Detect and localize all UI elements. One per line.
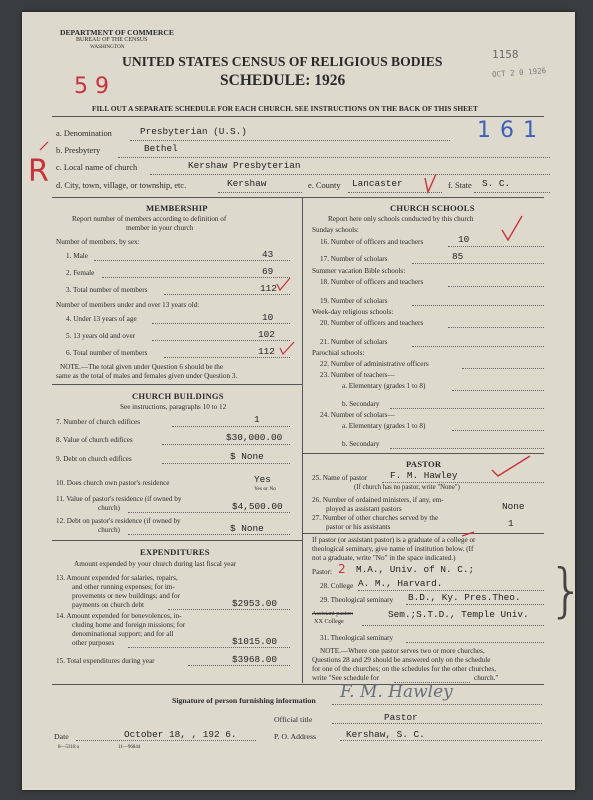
q5-over13-value: 102 [258, 329, 275, 340]
membership-note-1: NOTE.—The total given under Question 6 should be the [60, 363, 224, 371]
q1-male-label: 1. Male [66, 252, 88, 260]
q27-label-1: 27. Number of other churches served by the [312, 514, 439, 522]
q14-label-1: 14. Amount expended for benevolences, in- [56, 612, 182, 620]
q14-label-4: other purposes [72, 639, 115, 647]
sex-subheading: Number of members, by sex: [56, 238, 140, 246]
q28-label: 28. College [320, 582, 354, 590]
church-buildings-title: CHURCH BUILDINGS [132, 391, 224, 401]
assistant-pastor-label: Assistant pastor: [312, 610, 354, 617]
q11-value: $4,500.00 [232, 501, 283, 512]
red-handwritten-r: R [28, 154, 49, 189]
pastor-note-5: church." [474, 674, 499, 682]
q21-label: 21. Number of scholars [320, 338, 388, 346]
xx-college-label: XX College [314, 618, 344, 625]
q13-label-4: payments on church debt [72, 601, 145, 609]
presbytery-label: b. Presbytery [56, 146, 101, 155]
q13-label-1: 13. Amount expended for salaries, repairs, [56, 574, 178, 582]
q25-value: F. M. Hawley [390, 470, 458, 481]
sunday-subheading: Sunday schools: [312, 226, 359, 234]
q10-hint: Yes or No [254, 486, 277, 492]
q11-label-2: church) [98, 504, 120, 512]
church-buildings-sub: See instructions, paragraphs 10 to 12 [120, 403, 227, 411]
schools-intro: Report here only schools conducted by this church [328, 215, 474, 223]
q10-value: Yes [254, 474, 271, 485]
q27-label-2: pastor or his assistants [326, 523, 391, 531]
city-label: d. City, town, village, or township, etc. [56, 181, 187, 190]
q26-label-1: 26. Number of ordained ministers, if any, em- [312, 496, 444, 504]
census-form-sheet [22, 12, 585, 790]
denomination-label: a. Denomination [56, 129, 112, 138]
q16-label: 16. Number of officers and teachers [320, 238, 424, 246]
q12-value: $ None [230, 523, 264, 534]
q19-label: 19. Number of scholars [320, 297, 388, 305]
red-pastor-mark: 2 [338, 562, 346, 576]
college-value-1: M.A., Univ. of N. C.; [356, 564, 475, 575]
separate-schedule-instruction: FILL OUT A SEPARATE SCHEDULE FOR EACH CHURCH. SEE INSTRUCTIONS ON THE BACK OF THIS SHEET [92, 104, 478, 113]
q3-total-label: 3. Total number of members [66, 286, 148, 294]
q23a-label: a. Elementary (grades 1 to 8) [342, 382, 426, 390]
q16-value: 10 [458, 234, 470, 245]
po-address-value: Kershaw, S. C. [346, 729, 425, 740]
q24-label: 24. Number of scholars— [320, 411, 395, 419]
pastor-label: Pastor: [312, 568, 332, 576]
q23-label: 23. Number of teachers— [320, 371, 395, 379]
q1-male-value: 43 [262, 249, 274, 260]
q8-label: 8. Value of church edifices [56, 436, 133, 444]
q13-value: $2953.00 [232, 598, 278, 609]
official-title-label: Official title [274, 715, 313, 724]
church-schools-title: CHURCH SCHOOLS [390, 203, 475, 213]
q13-label-3: provements or new buildings; and for [72, 592, 180, 600]
received-date-stamp: OCT 2 0 1926 [491, 66, 547, 79]
q29-label: 29. Theological seminary [320, 596, 394, 604]
q15-value: $3968.00 [232, 654, 278, 665]
city-heading: WASHINGTON [90, 44, 125, 50]
weekday-subheading: Week-day religious schools: [312, 308, 394, 316]
expenditures-title: EXPENDITURES [140, 547, 210, 557]
q22-label: 22. Number of administrative officers [320, 360, 429, 368]
q6-total-label: 6. Total number of members [66, 349, 148, 357]
q2-female-value: 69 [262, 266, 274, 277]
q24a-label: a. Elementary (grades 1 to 8) [342, 422, 426, 430]
seminary-value-1: B.D., Ky. Pres.Theo. [408, 592, 521, 603]
pastor-note-2: Questions 28 and 29 should be answered only on the schedule [312, 656, 491, 664]
q10-label: 10. Does church own pastor's residence [56, 479, 170, 487]
graduate-note-3: not a graduate, write "No" in the space indicated.) [312, 554, 456, 562]
q9-label: 9. Debt on church edifices [56, 455, 132, 463]
blue-handwritten-number: 1 6 1 [477, 118, 538, 143]
graduate-note-1: If pastor (or assistant pastor) is a graduate of a college or [312, 536, 476, 544]
dept-heading: DEPARTMENT OF COMMERCE [60, 28, 174, 37]
q13-label-2: and other running expenses; for im- [72, 583, 175, 591]
bracket-mark: } [548, 556, 585, 624]
q14-label-3: denominational support; and for all [72, 630, 174, 638]
city-value: Kershaw [227, 178, 267, 189]
age-subheading: Number of members under and over 13 years old: [56, 301, 200, 309]
q25-hint: (If church has no pastor, write "None") [354, 484, 460, 491]
graduate-note-2: theological seminary, give name of institution below. (If [312, 545, 474, 553]
presbytery-value: Bethel [144, 143, 178, 154]
q6-total-value: 112 [258, 346, 275, 357]
q14-value: $1015.00 [232, 636, 278, 647]
q31-label: 31. Theological seminary [320, 634, 394, 642]
county-value: Lancaster [352, 178, 403, 189]
q12-label-2: church) [98, 526, 120, 534]
signature-label: Signature of person furnishing information [172, 696, 316, 705]
po-address-label: P. O. Address [274, 732, 317, 741]
q7-value: 1 [254, 414, 260, 425]
membership-title: MEMBERSHIP [146, 203, 208, 213]
q23b-label: b. Secondary [342, 400, 380, 408]
q15-label: 15. Total expenditures during year [56, 657, 155, 665]
state-label: f. State [448, 181, 472, 190]
red-ink-checkmarks [22, 12, 575, 790]
q4-under13-value: 10 [262, 312, 274, 323]
q17-label: 17. Number of scholars [320, 255, 388, 263]
pastor-title: PASTOR [406, 459, 442, 469]
q17-value: 85 [452, 251, 464, 262]
expenditures-sub: Amount expended by your church during last fiscal year [74, 560, 237, 568]
college-value-2: A. M., Harvard. [358, 578, 443, 589]
q24b-label: b. Secondary [342, 440, 380, 448]
stamp-number: 1158 [492, 48, 519, 61]
membership-intro-1: Report number of members according to definition of [72, 215, 227, 223]
q20-label: 20. Number of officers and teachers [320, 319, 424, 327]
q26-value: None [502, 501, 525, 512]
seminary-value-2: Sem.;S.T.D., Temple Univ. [388, 609, 529, 620]
q11-label-1: 11. Value of pastor's residence (if owned by [56, 495, 182, 503]
q18-label: 18. Number of officers and teachers [320, 278, 424, 286]
pastor-note-1: NOTE.—Where one pastor serves two or more churches, [320, 647, 485, 655]
schedule-title: SCHEDULE: 1926 [220, 72, 346, 89]
summer-subheading: Summer vacation Bible schools: [312, 267, 406, 275]
red-handwritten-number: 5 9 [74, 74, 109, 99]
q14-label-2: cluding home and foreign missions; for [72, 621, 186, 629]
date-label: Date [54, 732, 69, 741]
membership-note-2: same as the total of males and females given under Question 3. [56, 372, 238, 380]
membership-intro-2: member in your church [126, 224, 194, 232]
q9-value: $ None [230, 451, 264, 462]
form-code: 11—96844 [118, 745, 141, 750]
county-label: e. County [308, 181, 341, 190]
pastor-signature: F. M. Hawley [340, 682, 453, 702]
church-name-label: c. Local name of church [56, 163, 138, 172]
q8-value: $30,000.00 [226, 432, 283, 443]
pastor-note-3: for one of the churches; on the schedules for the other churches, [312, 665, 497, 673]
bureau-heading: BUREAU OF THE CENSUS [76, 37, 148, 43]
form-title: UNITED STATES CENSUS OF RELIGIOUS BODIES [122, 54, 443, 69]
date-value: October 18, , 192 6. [124, 729, 237, 740]
q27-value: 1 [508, 518, 514, 529]
q12-label-1: 12. Debt on pastor's residence (if owned by [56, 517, 181, 525]
church-name-value: Kershaw Presbyterian [188, 160, 301, 171]
q3-total-value: 112 [260, 283, 277, 294]
parochial-subheading: Parochial schools: [312, 349, 365, 357]
q2-female-label: 2. Female [66, 269, 95, 277]
q25-label: 25. Name of pastor [312, 474, 368, 482]
q26-label-2: ployed as assistant pastors [326, 505, 402, 513]
denomination-value: Presbyterian (U.S.) [140, 126, 247, 137]
q5-over13-label: 5. 13 years old and over [66, 332, 136, 340]
state-value: S. C. [482, 178, 511, 189]
official-title-value: Pastor [384, 712, 418, 723]
q4-under13-label: 4. Under 13 years of age [66, 315, 137, 323]
pastor-note-4: write "See schedule for [312, 674, 379, 682]
q7-label: 7. Number of church edifices [56, 418, 141, 426]
form-number: 8—5318 a [58, 745, 79, 750]
